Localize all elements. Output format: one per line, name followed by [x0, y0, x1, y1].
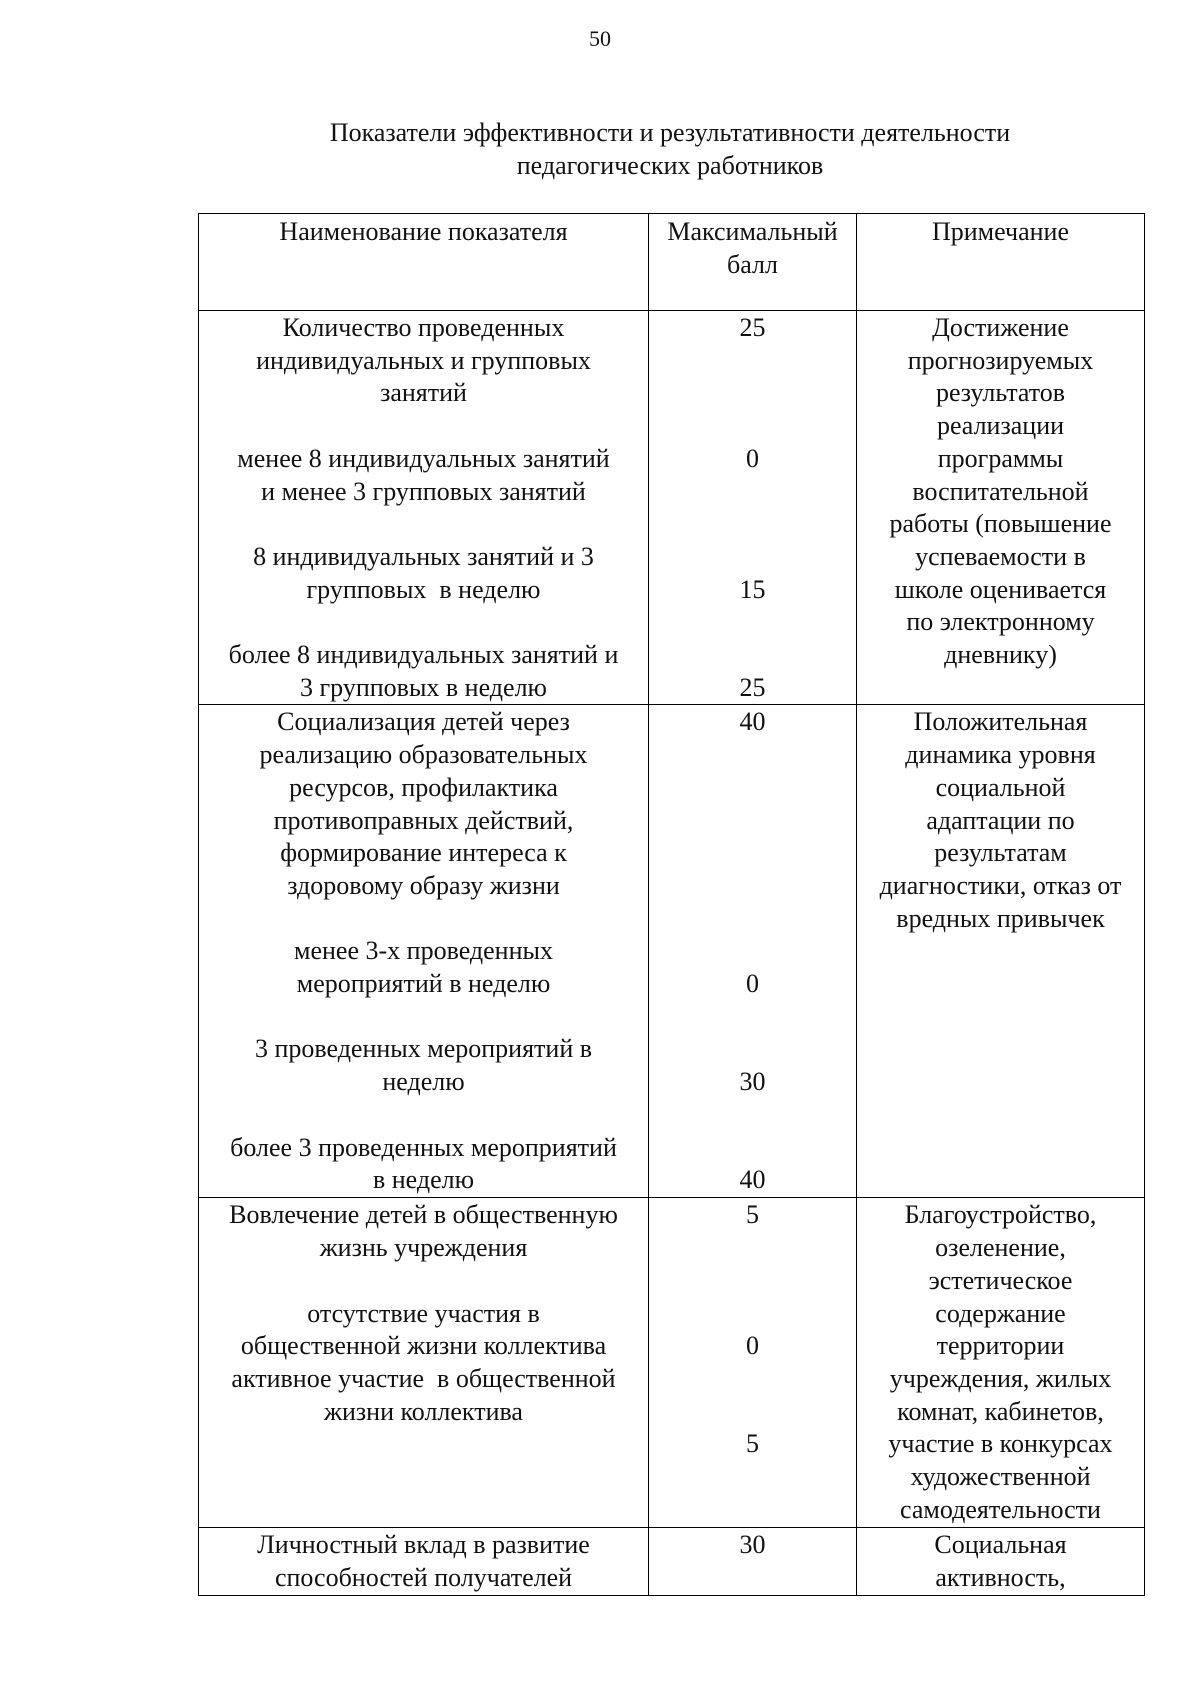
- title-line-1: Показатели эффективности и результативности деятельности: [329, 118, 1011, 147]
- indicator-name-cell: [199, 311, 649, 705]
- cell-text-line: [203, 606, 644, 639]
- cell-text-line: [653, 772, 852, 805]
- cell-text-line: менее 3-х проведенных: [294, 936, 553, 966]
- note-cell: [857, 311, 1145, 705]
- cell-text-line: [653, 1396, 852, 1429]
- cell-text-line: здоровому образу жизни: [287, 870, 560, 900]
- cell-text-line: прогнозируемых: [907, 345, 1094, 375]
- cell-text-line: [653, 639, 852, 672]
- document-title: [230, 116, 1110, 182]
- cell-text-line: учреждения, жилых: [889, 1363, 1112, 1393]
- cell-text-line: динамика уровня: [905, 740, 1096, 770]
- cell-text-line: [653, 1232, 852, 1265]
- cell-text-line: [653, 1363, 852, 1396]
- cell-text-line: в неделю: [372, 1165, 475, 1195]
- cell-text-line: [653, 903, 852, 936]
- cell-text-line: вредных привычек: [896, 903, 1105, 933]
- cell-text-line: способностей получателей: [274, 1563, 573, 1593]
- cell-text-line: мероприятий в неделю: [296, 969, 551, 999]
- cell-text-line: [203, 903, 644, 936]
- cell-text-line: [653, 1132, 852, 1165]
- cell-text-line: и менее 3 групповых занятий: [261, 476, 586, 506]
- table-row: [199, 1528, 1145, 1595]
- cell-text-line: [203, 1001, 644, 1034]
- cell-text-line: [653, 805, 852, 838]
- table-header-row: [199, 214, 1145, 311]
- max-score-cell: [649, 311, 857, 705]
- cell-text-line: дневнику): [944, 640, 1057, 670]
- cell-text-line: балл: [727, 249, 778, 279]
- cell-text-line: [653, 410, 852, 443]
- cell-text-line: [653, 1099, 852, 1132]
- cell-text-line: занятий: [380, 378, 467, 408]
- cell-text-line: по электронному: [906, 607, 1095, 637]
- title-line-2: педагогических работников: [516, 151, 824, 180]
- cell-text-line: воспитательной: [912, 476, 1089, 506]
- cell-text-line: [653, 1001, 852, 1034]
- cell-text-line: реализации: [936, 411, 1065, 441]
- cell-text-line: 5: [746, 1200, 759, 1230]
- cell-text-line: участие в конкурсах: [888, 1429, 1113, 1459]
- cell-text-line: отсутствие участия в: [307, 1298, 540, 1328]
- table-row: [199, 705, 1145, 1198]
- cell-text-line: территории: [936, 1331, 1065, 1361]
- cell-text-line: [653, 476, 852, 509]
- cell-text-line: самодеятельности: [900, 1494, 1101, 1524]
- cell-text-line: [653, 508, 852, 541]
- indicator-name-cell: [199, 705, 649, 1198]
- cell-text-line: Благоустройство,: [904, 1200, 1097, 1230]
- cell-text-line: активность,: [935, 1563, 1066, 1593]
- indicators-table: [198, 213, 1145, 1596]
- note-cell: [857, 1198, 1145, 1528]
- cell-text-line: 3 групповых в неделю: [300, 672, 547, 702]
- cell-text-line: 0: [746, 969, 759, 999]
- cell-text-line: Достижение: [932, 313, 1069, 342]
- cell-text-line: реализацию образовательных: [259, 740, 588, 770]
- cell-text-line: ресурсов, профилактика: [289, 772, 558, 802]
- cell-text-line: успеваемости в: [915, 541, 1086, 571]
- cell-text-line: работы (повышение: [889, 509, 1112, 539]
- cell-text-line: 0: [746, 1331, 759, 1361]
- cell-text-line: более 8 индивидуальных занятий и: [228, 640, 619, 670]
- cell-text-line: [653, 1298, 852, 1331]
- cell-text-line: жизнь учреждения: [319, 1233, 528, 1263]
- cell-text-line: 0: [746, 443, 759, 473]
- cell-text-line: 30: [739, 1530, 766, 1560]
- cell-text-line: менее 8 индивидуальных занятий: [237, 443, 610, 473]
- cell-text-line: 3 проведенных мероприятий в: [254, 1034, 593, 1064]
- cell-text-line: 25: [739, 672, 766, 702]
- cell-text-line: программы: [937, 443, 1064, 473]
- table-row: [199, 311, 1145, 705]
- cell-text-line: содержание: [935, 1298, 1066, 1328]
- cell-text-line: Личностный вклад в развитие: [257, 1530, 590, 1560]
- cell-text-line: 40: [739, 1165, 766, 1195]
- cell-text-line: [653, 606, 852, 639]
- cell-text-line: озеленение,: [935, 1233, 1066, 1263]
- cell-text-line: более 3 проведенных мероприятий: [230, 1132, 617, 1162]
- cell-text-line: диагностики, отказ от: [879, 870, 1122, 900]
- cell-text-line: [653, 377, 852, 410]
- note-cell: [857, 705, 1145, 1198]
- table-row: [199, 1198, 1145, 1528]
- cell-text-line: [653, 935, 852, 968]
- cell-text-line: [653, 1265, 852, 1298]
- cell-text-line: Положительная: [913, 707, 1088, 737]
- cell-text-line: [653, 739, 852, 772]
- cell-text-line: 5: [746, 1429, 759, 1459]
- cell-text-line: [653, 345, 852, 378]
- cell-text-line: противоправных действий,: [273, 805, 574, 835]
- cell-text-line: 25: [739, 313, 766, 342]
- note-cell: [857, 1528, 1145, 1595]
- cell-text-line: 40: [739, 707, 766, 737]
- cell-text-line: Максимальный: [667, 217, 838, 246]
- cell-text-line: [203, 410, 644, 443]
- cell-text-line: [203, 508, 644, 541]
- cell-text-line: [653, 870, 852, 903]
- cell-text-line: Примечание: [931, 217, 1070, 246]
- cell-text-line: [203, 1265, 644, 1298]
- cell-text-line: активное участие в общественной: [231, 1363, 616, 1393]
- cell-text-line: эстетическое: [928, 1265, 1073, 1295]
- cell-text-line: результатов: [935, 378, 1066, 408]
- cell-text-line: комнат, кабинетов,: [897, 1396, 1104, 1426]
- cell-text-line: формирование интереса к: [280, 838, 567, 868]
- cell-text-line: [203, 1099, 644, 1132]
- cell-text-line: Наименование показателя: [279, 217, 568, 246]
- header-note-cell: [857, 214, 1145, 311]
- cell-text-line: 8 индивидуальных занятий и 3: [253, 541, 594, 571]
- max-score-cell: [649, 1198, 857, 1528]
- max-score-cell: [649, 1528, 857, 1595]
- header-name-cell: [199, 214, 649, 311]
- cell-text-line: общественной жизни коллектива: [240, 1331, 607, 1361]
- page-number: 50: [589, 26, 611, 51]
- cell-text-line: Количество проведенных: [282, 313, 565, 342]
- cell-text-line: 30: [739, 1067, 766, 1097]
- cell-text-line: жизни коллектива: [324, 1396, 523, 1426]
- cell-text-line: художественной: [910, 1462, 1091, 1492]
- max-score-cell: [649, 705, 857, 1198]
- cell-text-line: социальной: [935, 772, 1066, 802]
- cell-text-line: Социальная: [934, 1530, 1067, 1560]
- cell-text-line: [653, 1033, 852, 1066]
- cell-text-line: школе оценивается: [894, 574, 1107, 604]
- header-max-score-cell: [649, 214, 857, 311]
- cell-text-line: [653, 837, 852, 870]
- cell-text-line: групповых в неделю: [306, 574, 541, 604]
- cell-text-line: 15: [739, 574, 766, 604]
- cell-text-line: Вовлечение детей в общественную: [229, 1200, 618, 1230]
- cell-text-line: адаптации по: [926, 805, 1075, 835]
- cell-text-line: результатам: [934, 838, 1067, 868]
- cell-text-line: [653, 541, 852, 574]
- cell-text-line: Социализация детей через: [277, 707, 570, 737]
- indicator-name-cell: [199, 1528, 649, 1595]
- cell-text-line: индивидуальных и групповых: [256, 345, 591, 375]
- cell-text-line: неделю: [382, 1067, 465, 1097]
- indicator-name-cell: [199, 1198, 649, 1528]
